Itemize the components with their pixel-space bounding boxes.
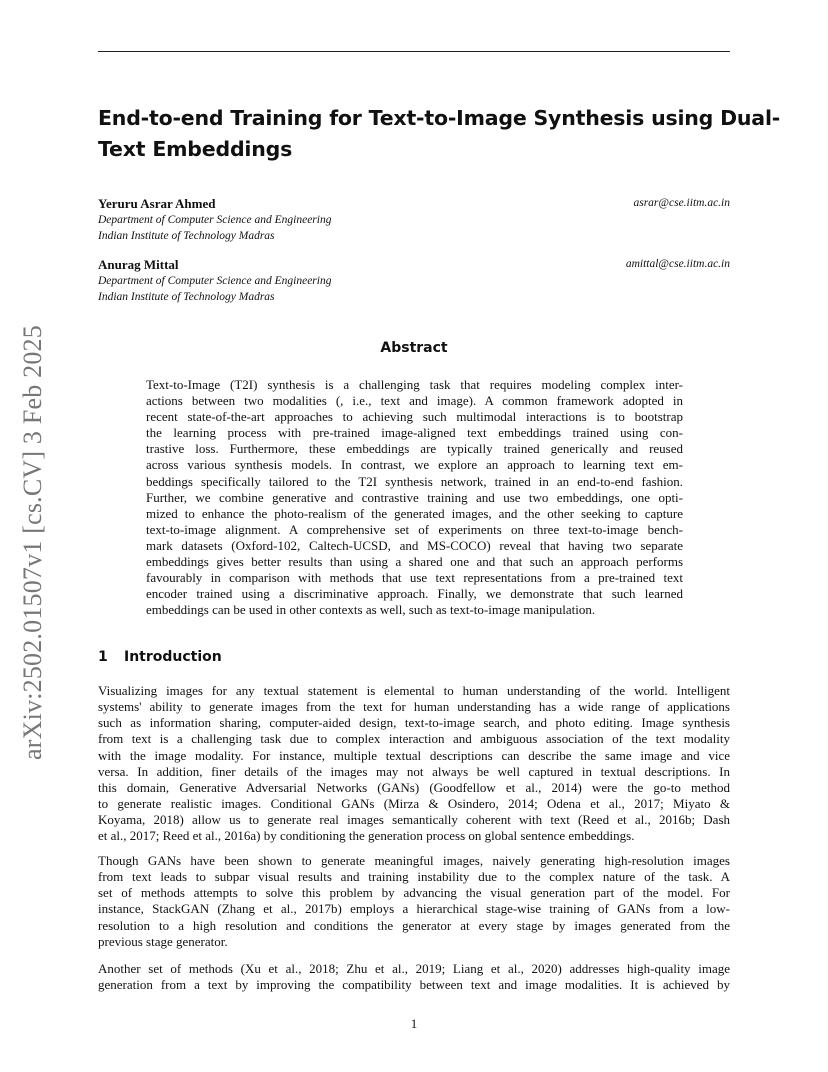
abstract-line: embeddings gives better results than using a shared one and that such an approach performs	[146, 554, 683, 570]
paragraph-line: Though GANs have been shown to generate meaningful images, naively generating high-resolution images	[98, 853, 730, 868]
abstract-body	[146, 377, 683, 618]
abstract-heading: Abstract	[380, 340, 448, 356]
author-block	[98, 196, 730, 244]
abstract-line: text-to-image alignment. A comprehensive set of experiments on three text-to-image bench-	[146, 521, 683, 537]
author-department: Department of Computer Science and Engineering	[98, 275, 332, 287]
paragraph-line: such as information sharing, computer-aided design, text-to-image search, and photo editing. Image synthesis	[98, 715, 730, 731]
paragraph-line: instance, StackGAN (Zhang et al., 2017b) employs a hierarchical stage-wise training of GANs from a low-	[98, 901, 730, 917]
page-number: 1	[410, 1016, 418, 1031]
abstract-line: the learning process with pre-trained image-aligned text embeddings trained using con-	[146, 425, 683, 441]
author-email: asrar@cse.iitm.ac.in	[633, 197, 730, 209]
paragraph-line: with the image modality. For instance, multiple textual descriptions can describe the same image and vice	[98, 747, 730, 763]
abstract-line: mark datasets (Oxford-102, Caltech-UCSD, and MS-COCO) reveal that having two separate	[146, 537, 683, 553]
paragraph-line: Another set of methods (Xu et al., 2018; Zhu et al., 2019; Liang et al., 2020) addresses high-quality image	[98, 961, 730, 976]
paragraph-line: resolution to a high resolution and conditions the generator at every stage by images generated from the	[98, 917, 730, 933]
paragraph-line: from text is a challenging task due to complex interaction and ambiguous association of the text modality	[98, 731, 730, 747]
section-number: 1	[98, 649, 108, 665]
author-name: Anurag Mittal	[98, 257, 179, 272]
abstract-line: Text-to-Image (T2I) synthesis is a challenging task that requires modeling complex inter-	[146, 377, 683, 392]
author-institute: Indian Institute of Technology Madras	[98, 230, 275, 242]
paragraph-line: et al., 2017; Reed et al., 2016a) by conditioning the generation process on global sentence embeddings.	[98, 828, 635, 844]
section-title: Introduction	[124, 649, 222, 665]
arxiv-identifier: arXiv:2502.01507v1 [cs.CV] 3 Feb 2025	[18, 325, 47, 760]
abstract-line: across various synthesis models. In contrast, we explore an approach to learning text em-	[146, 457, 683, 473]
paper-title	[98, 103, 781, 165]
author-name: Yeruru Asrar Ahmed	[98, 196, 216, 211]
paragraph-line: versa. In addition, finer details of the images may not always be well captured in textual descriptions. In	[98, 763, 730, 779]
title-line: End-to-end Training for Text-to-Image Synthesis using Dual-	[98, 106, 781, 130]
abstract-line: favourably in comparison with methods that use text representations from a pre-trained text	[146, 570, 683, 586]
paragraph-line: Koyama, 2018) allow us to generate real images semantically coherent with text (Reed et al., 2016b; Dash	[98, 812, 730, 828]
title-line: Text Embeddings	[98, 137, 293, 161]
paragraph-line: set of methods attempts to solve this problem by advancing the visual generation part of the model. For	[98, 885, 730, 901]
section-heading	[98, 649, 222, 665]
intro-paragraph	[98, 683, 730, 845]
author-email: amittal@cse.iitm.ac.in	[625, 258, 730, 270]
paragraph-line: previous stage generator.	[98, 933, 228, 949]
abstract-line: trastive loss. Furthermore, these embeddings are typically trained generically and reused	[146, 441, 683, 457]
author-department: Department of Computer Science and Engineering	[98, 214, 332, 226]
paragraph-line: to generate realistic images. Conditional GANs (Mirza & Osindero, 2014; Odena et al., 2017; Miyato &	[98, 796, 730, 812]
abstract-line: recent state-of-the-art approaches to achieving such multimodal interactions is to bootstrap	[146, 409, 683, 425]
abstract-line: Further, we combine generative and contrastive training and use two embeddings, one opti-	[146, 489, 683, 505]
paragraph-line: Visualizing images for any textual statement is elemental to human understanding of the world. Intelligent	[98, 683, 730, 698]
author-institute: Indian Institute of Technology Madras	[98, 291, 275, 303]
intro-paragraph	[98, 961, 730, 993]
abstract-line: encoder trained using a discriminative approach. Finally, we demonstrate that such learned	[146, 586, 683, 602]
paragraph-line: from text leads to subpar visual results and training instability due to the complex nature of the task. A	[98, 869, 730, 885]
abstract-line: embeddings can be used in other contexts as well, such as text-to-image manipulation.	[146, 602, 596, 618]
author-block	[98, 257, 730, 305]
paragraph-line: systems' ability to generate images from the text for human understanding has a wide range of applications	[98, 699, 730, 715]
abstract-line: actions between two modalities (, i.e., text and image). A common framework adopted in	[146, 393, 683, 409]
top-rule	[98, 51, 730, 52]
abstract-line: mized to enhance the photo-realism of the generated images, and the other seeking to capture	[146, 505, 683, 521]
paragraph-line: generation from a text by improving the compatibility between text and image modalities. It is achieved by	[98, 977, 730, 993]
paragraph-line: this domain, Generative Adversarial Networks (GANs) (Goodfellow et al., 2014) were the go-to method	[98, 779, 730, 795]
abstract-line: beddings specifically tailored to the T2I synthesis network, trained in an end-to-end fashion.	[146, 473, 683, 489]
intro-paragraph	[98, 853, 730, 950]
